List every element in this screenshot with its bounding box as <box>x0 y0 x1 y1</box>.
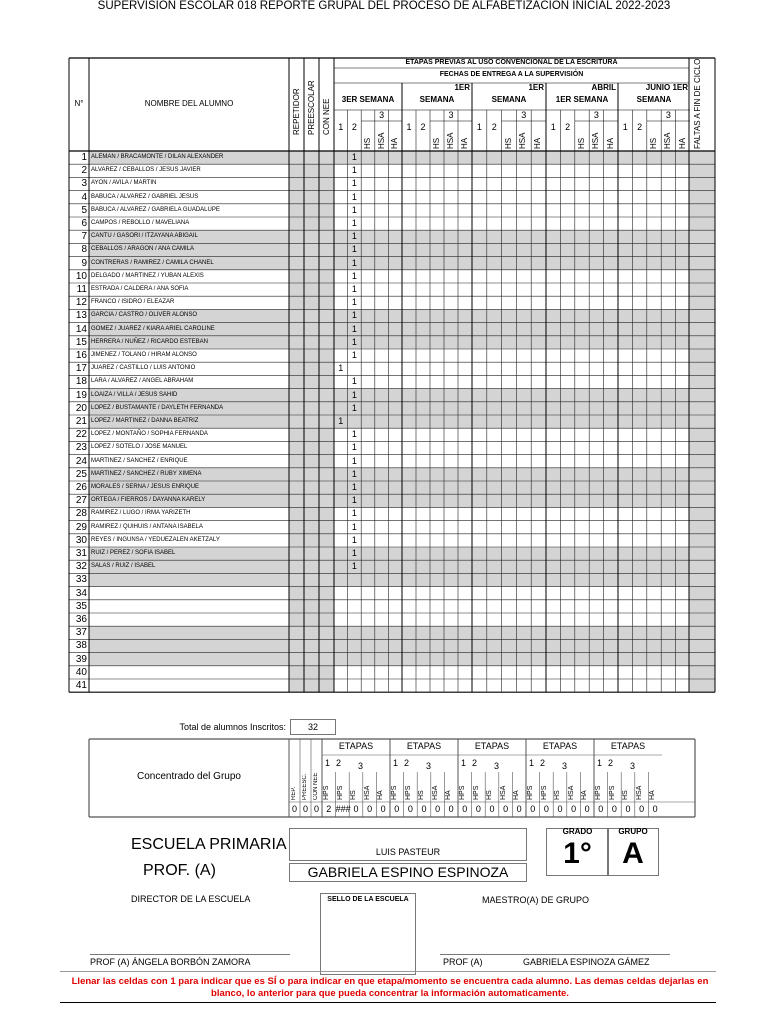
digit-2: 2 <box>335 758 341 768</box>
sub-1: 1 <box>406 122 412 132</box>
summary-value: 0 <box>598 804 604 814</box>
summary-value: 0 <box>516 804 522 814</box>
maestro-name: GABRIELA ESPINOZA GÁMEZ <box>523 957 650 967</box>
sub-1: 1 <box>550 122 556 132</box>
summary-sub: HPS <box>336 785 344 800</box>
summary-value: 0 <box>530 804 536 814</box>
stage-mark: 1 <box>351 270 357 281</box>
summary-sub: HPS <box>527 785 534 800</box>
student-name: LARA / ALVAREZ / ANGEL ABRAHAM <box>91 378 194 385</box>
summary-sub: HPS <box>540 785 548 800</box>
summary-value: 0 <box>557 804 563 814</box>
sub-2: HA <box>533 137 543 149</box>
student-name: ORTEGA / FIERROS / DAYANNA KARELY <box>91 497 206 504</box>
summary-sub: HA <box>649 790 657 800</box>
summary-value: 0 <box>652 804 658 814</box>
sub-3: 3 <box>448 110 454 120</box>
sub-2: 2 <box>420 122 426 132</box>
row-number: 12 <box>75 297 87 309</box>
row-number: 25 <box>75 468 87 480</box>
student-name: ESTRADA / CALDERA / ANA SOFIA <box>91 286 189 292</box>
sub-3: 3 <box>521 110 527 120</box>
row-number: 23 <box>75 442 87 454</box>
vertical-header: REPETIDOR <box>292 88 301 135</box>
summary-value: 0 <box>435 804 441 814</box>
digit-2: 2 <box>403 758 409 768</box>
row-number: 9 <box>81 257 87 269</box>
prof-field[interactable]: GABRIELA ESPINO ESPINOZA <box>289 863 527 882</box>
row-number: 6 <box>81 218 87 229</box>
sub-2: HA <box>605 137 615 149</box>
stage-mark: 1 <box>351 323 357 334</box>
summary-sub: HPS <box>608 785 616 800</box>
stage-mark: 1 <box>351 534 357 545</box>
stage-mark: 1 <box>351 389 357 400</box>
summary-sub: HPS <box>459 785 466 800</box>
escuela-field[interactable]: LUIS PASTEUR <box>289 828 527 861</box>
row-number: 26 <box>75 482 87 493</box>
no-header: N° <box>74 99 84 108</box>
sub-1: HSA <box>663 132 673 149</box>
stage-mark: 1 <box>351 350 357 360</box>
summary-value: 0 <box>611 804 617 814</box>
director-signature-line <box>90 954 290 955</box>
summary-value: 0 <box>291 804 297 814</box>
stage-mark: 1 <box>351 508 357 519</box>
vertical-header: CON NEE <box>322 98 331 135</box>
student-name: JUAREZ / CASTILLO / LUIS ANTONIO <box>91 365 196 372</box>
row-number: 15 <box>75 336 87 348</box>
period-line1: 1ER <box>528 83 544 92</box>
summary-value: 0 <box>543 804 549 814</box>
summary-sub: HPS <box>595 785 602 800</box>
row-number: 30 <box>75 534 87 546</box>
report-title: SUPERVISIÓN ESCOLAR 018 REPORTE GRUPAL DEL PROCESO DE ALFABETIZACIÓN INICIAL 2022-2023 <box>97 0 671 12</box>
escuela-label: ESCUELA PRIMARIA <box>131 836 287 853</box>
vertical-header: PREESCOLAR <box>307 80 316 135</box>
etapas-label: ETAPAS <box>610 741 646 751</box>
summary-sub: HA <box>513 790 521 800</box>
student-name: LOPEZ / MONTAÑO / SOPHIA FERNANDA <box>91 431 208 438</box>
summary-vert: REP. <box>291 786 297 800</box>
sub-0: HS <box>432 137 441 149</box>
sub-1: HSA <box>446 132 455 149</box>
digit-2: 2 <box>539 758 545 768</box>
sub-3: 3 <box>593 110 599 120</box>
sub-1: HSA <box>591 132 601 149</box>
sub-0: HS <box>363 137 373 149</box>
digit-3: 3 <box>629 761 635 771</box>
stage-mark: 1 <box>351 257 357 268</box>
digit-1: 1 <box>528 758 534 768</box>
summary-sub: HPS <box>391 785 398 800</box>
period-line2: SEMANA <box>491 95 527 104</box>
summary-value: 0 <box>639 804 645 814</box>
maestro-signature-line <box>440 954 670 955</box>
grado-box <box>546 828 609 876</box>
etapas-label: ETAPAS <box>338 741 374 751</box>
stage-mark: 1 <box>351 482 357 492</box>
summary-sub: HS <box>622 790 630 800</box>
digit-2: 2 <box>607 758 613 768</box>
row-number: 33 <box>75 574 87 586</box>
sub-2: 2 <box>637 122 643 132</box>
period-line2: 3ER SEMANA <box>341 95 395 104</box>
student-name: FRANCO / ISIDRO / ELEAZAR <box>91 299 175 306</box>
summary-sub: HS <box>486 790 494 800</box>
row-number: 31 <box>75 548 87 559</box>
digit-1: 1 <box>596 758 602 768</box>
stage-mark: 1 <box>351 468 357 479</box>
row-number: 21 <box>75 416 87 427</box>
sello-box <box>320 893 416 975</box>
stage-mark: 1 <box>351 244 357 255</box>
row-number: 10 <box>75 270 87 282</box>
summary-value: 0 <box>380 804 386 814</box>
total-value[interactable]: 32 <box>290 719 336 735</box>
student-name: ALVAREZ / CEBALLOS / JESUS JAVIER <box>91 167 201 174</box>
summary-sub: HA <box>445 790 453 800</box>
summary-value: 0 <box>407 804 413 814</box>
student-name: LOAIZA / VILLA / JESUS SAHID <box>91 391 178 398</box>
summary-sub: HPS <box>472 785 480 800</box>
summary-sub: HPS <box>404 785 412 800</box>
student-name: BABUCA / ALVAREZ / GABRIELA GUADALUPE <box>91 206 220 213</box>
stage-mark: 1 <box>351 442 357 453</box>
stage-mark: 1 <box>351 429 357 440</box>
summary-value: 0 <box>448 804 454 814</box>
row-number: 36 <box>75 614 87 625</box>
summary-value: 0 <box>353 804 359 814</box>
sub-2: HA <box>460 137 469 149</box>
stage-mark: 1 <box>351 297 357 308</box>
student-name: CEBALLOS / ARAGON / ANA CAMILA <box>91 246 195 253</box>
student-name: GARCIA / CASTRO / OLIVER ALONSO <box>91 312 198 319</box>
summary-value: 0 <box>584 804 590 814</box>
digit-3: 3 <box>561 761 567 771</box>
student-name: SALAS / RUIZ / ISABEL <box>91 563 156 570</box>
faltas-header: FALTAS A FIN DE CICLO <box>693 58 702 149</box>
separator-line <box>60 971 716 972</box>
digit-3: 3 <box>425 761 431 771</box>
summary-value: 0 <box>503 804 509 814</box>
student-name: JIMENEZ / TOLANO / HIRAM ALONSO <box>91 352 197 358</box>
digit-3: 3 <box>357 761 363 771</box>
stage-mark: 1 <box>351 521 357 532</box>
student-name: CAMPOS / REBOLLO / MAVELIANA <box>91 220 190 226</box>
row-number: 28 <box>75 508 87 520</box>
row-number: 29 <box>75 521 87 533</box>
row-number: 17 <box>75 363 87 375</box>
stage-mark: 1 <box>351 191 357 202</box>
stage-mark: 1 <box>351 165 357 176</box>
etapas-label: ETAPAS <box>474 741 510 751</box>
period-line1: JUNIO 1ER <box>645 83 688 92</box>
stage-mark: 1 <box>351 455 357 466</box>
student-name: MARTINEZ / SANCHEZ / RUBY XIMENA <box>91 470 202 477</box>
prof-label: PROF. (A) <box>143 862 216 879</box>
summary-value: 0 <box>489 804 495 814</box>
stage-mark: 1 <box>351 336 357 347</box>
student-name: AYON / AVILA / MARTIN <box>91 180 157 187</box>
director-name: PROF (A) ÁNGELA BORBÓN ZAMORA <box>90 957 251 967</box>
student-name: REYES / INGUNSA / YEDUEZALEN AKETZALY <box>91 536 220 543</box>
sub-1: HSA <box>376 132 386 149</box>
summary-value: 0 <box>313 804 319 814</box>
row-number: 16 <box>75 350 87 361</box>
row-number: 8 <box>81 244 87 256</box>
sub-2: 2 <box>565 122 571 132</box>
director-label: DIRECTOR DE LA ESCUELA <box>131 894 251 904</box>
row-number: 4 <box>81 191 87 203</box>
row-number: 40 <box>75 666 87 678</box>
student-name: DELGADO / MARTINEZ / YUBAN ALEXIS <box>91 272 204 279</box>
summary-sub: HSA <box>499 785 507 800</box>
summary-sub: HA <box>581 790 589 800</box>
period-line2: SEMANA <box>419 95 455 104</box>
row-number: 22 <box>75 429 87 441</box>
sub-0: HS <box>503 137 513 149</box>
student-name: CANTU / GASORI / ITZAYANA ABIGAIL <box>91 233 198 240</box>
row-number: 39 <box>75 653 87 665</box>
sub-1: HSA <box>518 132 528 149</box>
summary-value: 0 <box>394 804 400 814</box>
summary-sub: HS <box>554 790 562 800</box>
stage-mark: 1 <box>351 218 357 228</box>
grupo-label: GRUPO <box>618 827 648 836</box>
period-line2: 1ER SEMANA <box>555 95 609 104</box>
student-name: HERRERA / NUÑEZ / RICARDO ESTEBAN <box>91 338 209 345</box>
stage-mark: 1 <box>338 416 344 426</box>
student-name: ALEMAN / BRACAMONTE / DILAN ALEXANDER <box>91 154 224 160</box>
stage-mark: 1 <box>351 284 357 294</box>
row-number: 7 <box>81 231 87 243</box>
bottom-rule <box>60 1002 716 1003</box>
row-number: 34 <box>75 587 87 599</box>
stage-mark: 1 <box>351 548 357 558</box>
grado-value[interactable]: 1° <box>563 837 592 870</box>
digit-1: 1 <box>460 758 466 768</box>
grupo-value[interactable]: A <box>622 837 644 870</box>
student-name: LOPEZ / SOTELO / JOSE MANUEL <box>91 444 188 451</box>
etapas-header: ETAPAS PREVIAS AL USO CONVENCIONAL DE LA ESCRITURA <box>405 59 618 66</box>
summary-value: 0 <box>462 804 468 814</box>
student-name: BABUCA / ALVAREZ / GABRIEL JESUS <box>91 193 199 200</box>
etapas-label: ETAPAS <box>542 741 578 751</box>
summary-sub: HS <box>350 790 358 800</box>
fechas-header: FECHAS DE ENTREGA A LA SUPERVISIÓN <box>439 71 584 78</box>
row-number: 13 <box>75 310 87 322</box>
stage-mark: 1 <box>351 376 357 387</box>
sub-2: 2 <box>491 122 497 132</box>
student-name: RUIZ / PEREZ / SOFIA ISABEL <box>91 550 176 556</box>
summary-vert: PREESC. <box>302 773 308 800</box>
name-header: NOMBRE DEL ALUMNO <box>144 99 234 108</box>
sub-2: HA <box>390 137 400 149</box>
student-name: CONTRERAS / RAMIREZ / CAMILA CHANEL <box>91 259 214 266</box>
grado-label: GRADO <box>562 827 593 836</box>
period-line1: ABRIL <box>591 83 616 92</box>
summary-sub: HS <box>418 790 426 800</box>
summary-sub: HPS <box>323 785 330 800</box>
row-number: 3 <box>81 178 87 190</box>
stage-mark: 1 <box>338 363 344 374</box>
digit-2: 2 <box>471 758 477 768</box>
summary-value: 0 <box>302 804 308 814</box>
row-number: 27 <box>75 495 87 507</box>
sub-3: 3 <box>665 110 671 120</box>
row-number: 11 <box>76 284 87 295</box>
sub-0: HS <box>576 137 586 149</box>
summary-sub: HA <box>377 790 385 800</box>
stage-mark: 1 <box>351 204 357 215</box>
student-name: MORALES / SERNA / JESUS ENRIQUE <box>91 484 200 490</box>
summary-vert: CON NEE <box>313 772 319 800</box>
summary-sub: HSA <box>567 785 575 800</box>
sub-0: HS <box>648 137 658 149</box>
summary-value: 0 <box>625 804 631 814</box>
sub-1: 1 <box>622 122 628 132</box>
sub-2: HA <box>677 137 687 149</box>
stage-mark: 1 <box>351 561 357 572</box>
stage-mark: 1 <box>351 402 357 413</box>
row-number: 14 <box>75 323 87 335</box>
row-number: 37 <box>75 627 87 639</box>
maestro-prefix: PROF (A) <box>443 957 483 967</box>
summary-value: 0 <box>475 804 481 814</box>
instructions-text: Llenar las celdas con 1 para indicar que es SÍ o para indicar en que etapa/momento se encuentra cada alumno. Las demas celdas dejarlas en blanco, lo anterior para que pueda concentrar la información automaticamente. <box>71 976 709 999</box>
stage-mark: 1 <box>351 178 357 189</box>
stage-mark: 1 <box>351 310 357 321</box>
period-line2: SEMANA <box>636 95 672 104</box>
sello-label: SELLO DE LA ESCUELA <box>327 896 409 903</box>
student-name: RAMIREZ / QUIHUIS / ANTANA ISABELA <box>91 523 203 530</box>
digit-1: 1 <box>392 758 398 768</box>
summary-sub: HSA <box>635 785 643 800</box>
row-number: 2 <box>81 165 87 177</box>
student-name: LOPEZ / MARTINEZ / DANNA BEATRIZ <box>91 418 199 424</box>
summary-value: 0 <box>571 804 577 814</box>
etapas-label: ETAPAS <box>406 741 442 751</box>
stage-mark: 1 <box>351 495 357 506</box>
summary-value: 0 <box>367 804 373 814</box>
row-number: 38 <box>75 640 87 652</box>
student-name: MARTINEZ / SANCHEZ / ENRIQUE <box>91 457 188 464</box>
summary-sub: HSA <box>431 785 439 800</box>
row-number: 32 <box>75 561 87 573</box>
student-name: LOPEZ / BUSTAMANTE / DAYLETH FERNANDA <box>91 404 224 411</box>
total-label: Total de alumnos Inscritos: <box>179 722 286 732</box>
student-name: RAMIREZ / LUGO / IRMA YARIZETH <box>91 510 191 517</box>
summary-value: 2 <box>326 804 332 814</box>
row-number: 35 <box>75 600 87 612</box>
sub-3: 3 <box>379 110 385 120</box>
row-number: 18 <box>75 376 87 388</box>
row-number: 20 <box>75 402 87 414</box>
summary-sub: HSA <box>363 785 371 800</box>
student-name: GOMEZ / JUAREZ / KIARA ARIEL CAROLINE <box>91 325 215 332</box>
stage-mark: 1 <box>351 231 357 242</box>
sub-2: 2 <box>351 122 357 132</box>
maestro-label: MAESTRO(A) DE GRUPO <box>482 895 590 905</box>
digit-3: 3 <box>493 761 499 771</box>
period-line1: 1ER <box>454 83 470 92</box>
row-number: 19 <box>75 389 87 401</box>
summary-value: 0 <box>421 804 427 814</box>
summary-label: Concentrado del Grupo <box>137 771 241 782</box>
row-number: 1 <box>81 152 87 163</box>
stage-mark: 1 <box>351 152 357 162</box>
grupo-box <box>607 828 659 876</box>
row-number: 24 <box>75 455 87 467</box>
sub-1: 1 <box>338 122 344 132</box>
row-number: 41 <box>75 680 87 691</box>
row-number: 5 <box>81 204 87 216</box>
summary-value: ### <box>335 804 351 814</box>
sub-1: 1 <box>476 122 482 132</box>
digit-1: 1 <box>324 758 330 768</box>
